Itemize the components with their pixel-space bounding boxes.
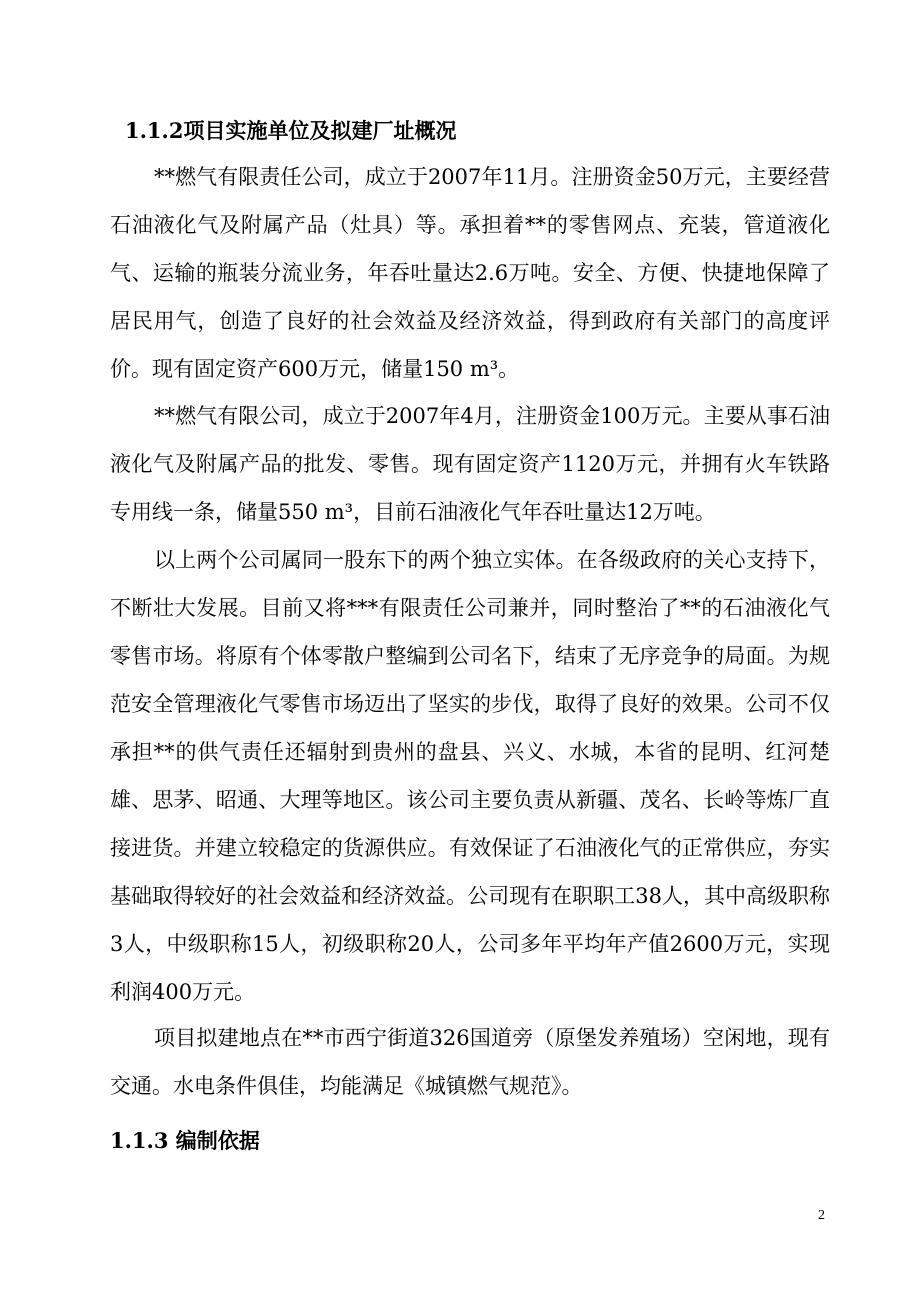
section-heading-basis: 1.1.3 编制依据 [110,1128,260,1153]
paragraph-company-overview: 以上两个公司属同一股东下的两个独立实体。在各级政府的关心支持下，不断壮大发展。目前又将***有限责任公司兼并，同时整治了**的石油液化气零售市场。将原有个体零散户整编到公司名下，结束了无序竞争的局面。为规范安全管理液化气零售市场迈出了坚实的步伐，取得了良好的效果。公司不仅承担**的供气责任还辐射到贵州的盘县、兴义、水城，本省的昆明、红河楚雄、思茅、昭通、大理等地区。该公司主要负责从新疆、茂名、长岭等炼厂直接进货。并建立较稳定的货源供应。有效保证了石油液化气的正常供应，夯实基础取得较好的社会效益和经济效益。公司现有在职职工38人，其中高级职称3人，中级职称15人，初级职称20人，公司多年平均年产值2600万元，实现利润400万元。 [110,548,830,1004]
paragraph-site-location: 项目拟建地点在**市西宁街道326国道旁（原堡发养殖场）空闲地，现有交通。水电条件俱佳，均能满足《城镇燃气规范》。 [110,1026,830,1098]
paragraph-gas-company-2: **燃气有限公司，成立于2007年4月，注册资金100万元。主要从事石油液化气及附属产品的批发、零售。现有固定资产1120万元，并拥有火车铁路专用线一条，储量550 m³，目前石油液化气年吞吐量达12万吨。 [110,404,830,524]
section-heading-project-unit: 1.1.2项目实施单位及拟建厂址概况 [125,118,457,143]
page-number: 2 [818,1208,825,1223]
paragraph-gas-company-1: **燃气有限责任公司，成立于2007年11月。注册资金50万元，主要经营石油液化气及附属产品（灶具）等。承担着**的零售网点、充装，管道液化气、运输的瓶装分流业务，年吞吐量达2.6万吨。安全、方便、快捷地保障了居民用气，创造了良好的社会效益及经济效益，得到政府有关部门的高度评价。现有固定资产600万元，储量150 m³。 [110,165,830,381]
